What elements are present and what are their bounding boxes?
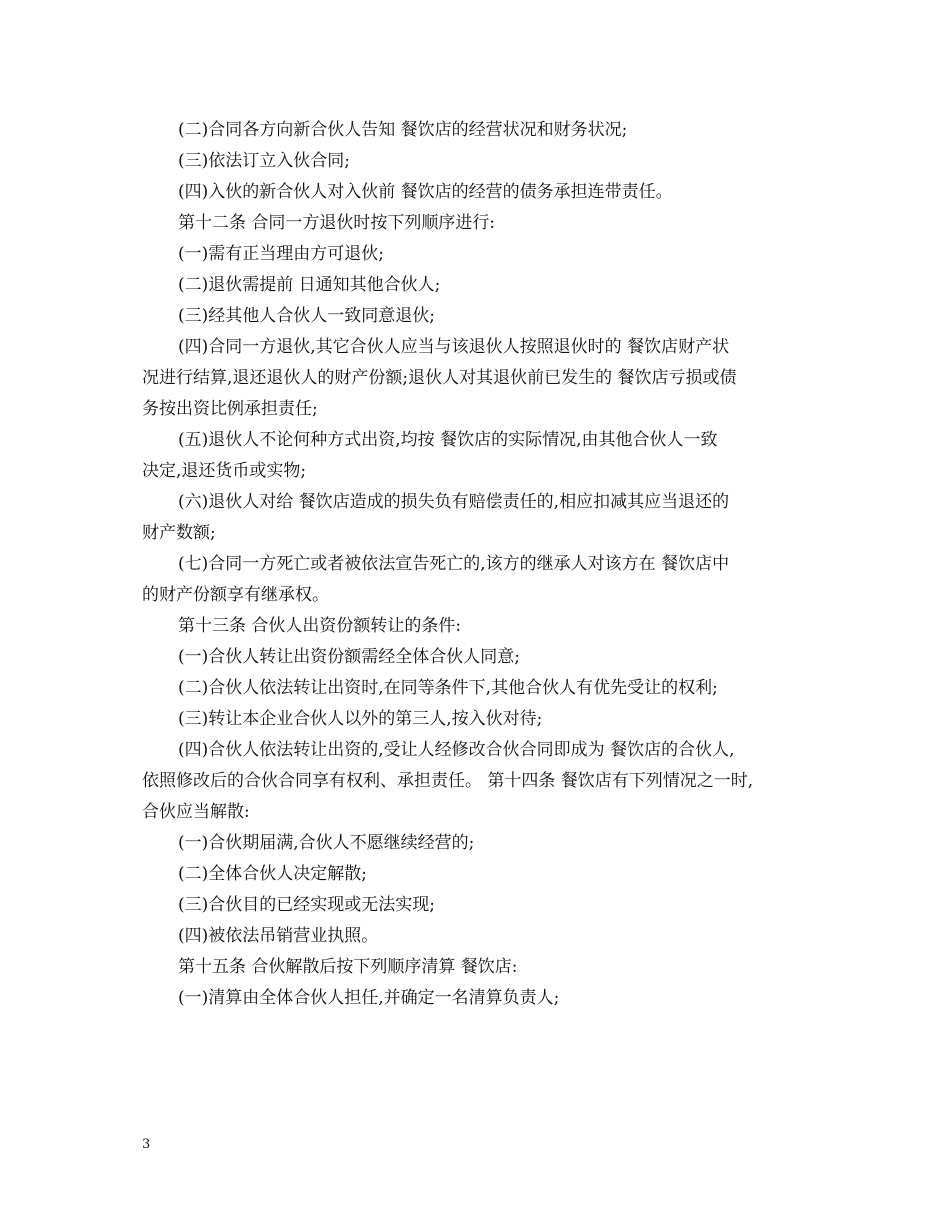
text-line: (三)转让本企业合伙人以外的第三人,按入伙对待; (178, 709, 543, 729)
text-line: 务按出资比例承担责任; (142, 399, 318, 419)
text-line: (五)退伙人不论何种方式出资,均按 餐饮店的实际情况,由其他合伙人一致 (178, 430, 718, 450)
article-heading: 第十二条 合同一方退伙时按下列顺序进行: (178, 213, 496, 233)
text-line: (二)退伙需提前 日通知其他合伙人; (178, 275, 441, 295)
text-line: (一)合伙人转让出资份额需经全体合伙人同意; (178, 647, 520, 667)
text-line: (三)依法订立入伙合同; (178, 151, 350, 171)
text-line: (二)合伙人依法转让出资时,在同等条件下,其他合伙人有优先受让的权利; (178, 678, 718, 698)
text-line: (四)合伙人依法转让出资的,受让人经修改合伙合同即成为 餐饮店的合伙人, (178, 740, 735, 760)
document-body (142, 115, 810, 1014)
text-line: (二)合同各方向新合伙人告知 餐饮店的经营状况和财务状况; (178, 120, 628, 140)
text-line: (六)退伙人对给 餐饮店造成的损失负有赔偿责任的,相应扣减其应当退还的 (178, 492, 730, 512)
text-line: (三)经其他人合伙人一致同意退伙; (178, 306, 435, 326)
text-line: (一)需有正当理由方可退伙; (178, 244, 384, 264)
text-line: 决定,退还货币或实物; (142, 461, 307, 481)
text-line: (二)全体合伙人决定解散; (178, 864, 367, 884)
text-line: (三)合伙目的已经实现或无法实现; (178, 895, 435, 915)
page-number: 3 (142, 1137, 151, 1152)
text-line: (四)入伙的新合伙人对入伙前 餐饮店的经营的债务承担连带责任。 (178, 182, 673, 202)
text-line: (一)合伙期届满,合伙人不愿继续经营的; (178, 833, 475, 853)
article-heading: 第十三条 合伙人出资份额转让的条件: (178, 616, 462, 636)
text-line: 财产数额; (142, 523, 216, 543)
text-line: (四)合同一方退伙,其它合伙人应当与该退伙人按照退伙时的 餐饮店财产状 (178, 337, 730, 357)
text-line: (四)被依法吊销营业执照。 (178, 926, 379, 946)
text-line: 合伙应当解散: (142, 802, 250, 822)
text-line: (七)合同一方死亡或者被依法宣告死亡的,该方的继承人对该方在 餐饮店中 (178, 554, 730, 574)
text-line: 依照修改后的合伙合同享有权利、承担责任。 第十四条 餐饮店有下列情况之一时, (142, 771, 754, 791)
text-line: (一)清算由全体合伙人担任,并确定一名清算负责人; (178, 988, 560, 1008)
text-line: 况进行结算,退还退伙人的财产份额;退伙人对其退伙前已发生的 餐饮店亏损或债 (142, 368, 737, 388)
article-heading: 第十五条 合伙解散后按下列顺序清算 餐饮店: (178, 957, 518, 977)
text-line: 的财产份额享有继承权。 (142, 585, 329, 605)
